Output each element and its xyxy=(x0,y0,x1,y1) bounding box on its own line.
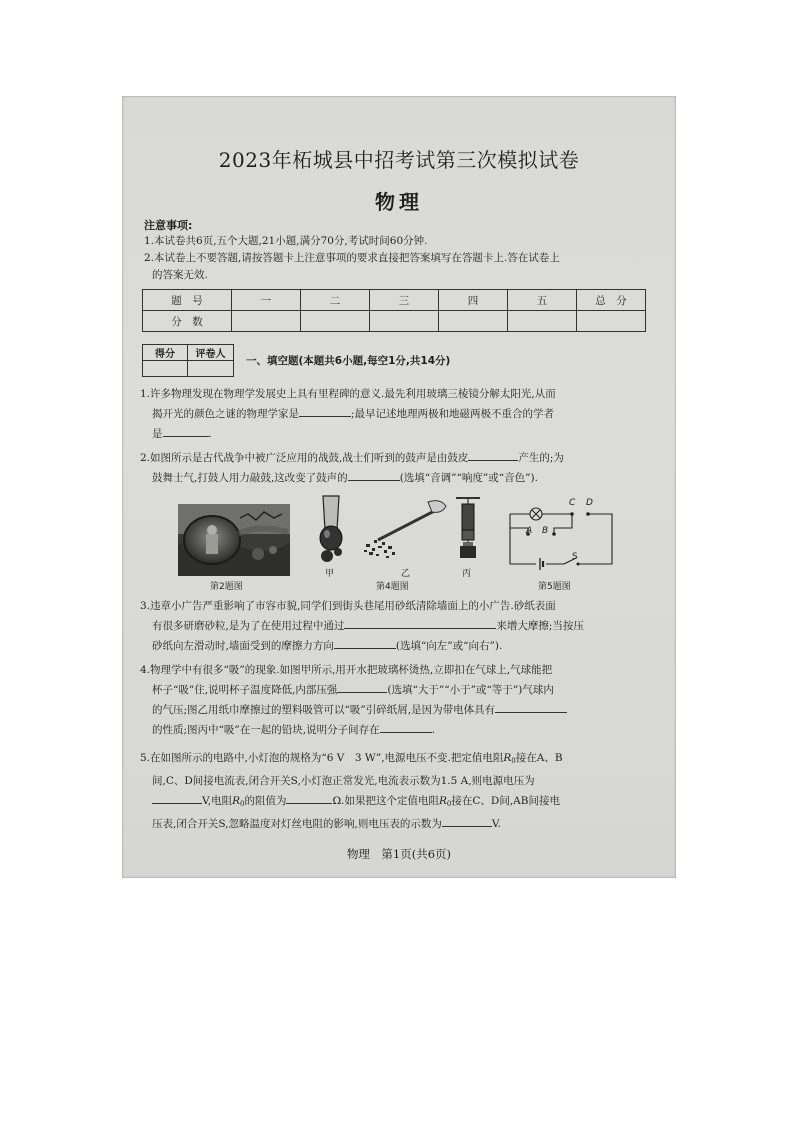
q2-line-2: 鼓舞士气,打鼓人用力敲鼓,这改变了鼓声的 (选填“音调”“响度”或“音色”). xyxy=(140,468,656,488)
q2-line-1: 2.如图所示是古代战争中被广泛应用的战鼓,战士们听到的鼓声是由鼓皮 产生的;为 xyxy=(140,448,656,468)
fig2-drum-photo xyxy=(178,504,290,576)
fig4-label-bing: 丙 xyxy=(462,569,472,579)
q1-line-1: 1.许多物理发现在物理学发展史上具有里程碑的意义.最先利用玻璃三棱镜分解太阳光,从而 xyxy=(140,388,556,400)
q3-line-2: 有很多研磨砂粒,是为了在使用过程中通过 来增大摩擦;当按压 xyxy=(140,616,656,636)
q3-line-1: 3.违章小广告严重影响了市容市貌,同学们到街头巷尾用砂纸清除墙面上的小广告.砂纸表面 xyxy=(140,600,556,612)
fig5-label-c: C xyxy=(569,498,576,508)
answer-blank xyxy=(348,468,400,481)
q5-line-1: 5.在如图所示的电路中,小灯泡的规格为“6 V 3 W”,电源电压不变.把定值电阻R0接在A、B xyxy=(140,752,563,765)
q1-line-3: 是 . xyxy=(140,424,656,444)
answer-blank xyxy=(495,700,567,713)
answer-blank xyxy=(380,720,432,733)
fig5-label-b: B xyxy=(542,526,549,536)
score-table-cell: 二 xyxy=(301,290,370,311)
fig5-circuit-diagram xyxy=(506,500,618,572)
fig5-label-d: D xyxy=(586,498,593,508)
page-footer: 物理 第1页(共6页) xyxy=(346,847,452,861)
exam-title: 2023年柘城县中招考试第三次模拟试卷 xyxy=(218,148,580,172)
score-entry-cell xyxy=(577,311,646,332)
exam-subject: 物理 xyxy=(375,190,423,214)
question-4 xyxy=(140,660,656,740)
score-table-cell: 分 数 xyxy=(143,311,232,332)
answer-blank xyxy=(344,616,496,629)
answer-blank xyxy=(337,680,387,693)
question-5 xyxy=(140,748,656,834)
fig5-caption: 第5题图 xyxy=(538,582,571,592)
answer-blank xyxy=(468,448,518,461)
answer-blank xyxy=(334,636,396,649)
score-table-cell: 题 号 xyxy=(143,290,232,311)
q5-line-4: 压表,闭合开关S,忽略温度对灯丝电阻的影响,则电压表的示数为 V. xyxy=(140,814,656,834)
score-table-cell: 总 分 xyxy=(577,290,646,311)
grader-score-cell xyxy=(143,361,188,377)
score-table-cell: 四 xyxy=(439,290,508,311)
notice-heading: 注意事项: xyxy=(144,219,193,232)
fig4-jia-cup-balloon xyxy=(308,494,354,566)
fig4-label-yi: 乙 xyxy=(401,569,411,579)
grader-score-label: 得分 xyxy=(143,345,188,361)
answer-blank xyxy=(152,791,202,804)
score-table-header-row xyxy=(143,290,646,311)
q4-line-4: 的性质;图丙中“吸”在一起的铅块,说明分子间存在 . xyxy=(140,720,656,740)
score-table-cell: 一 xyxy=(232,290,301,311)
question-2 xyxy=(140,448,656,488)
grader-name-cell xyxy=(188,361,234,377)
notice-item-2: 2.本试卷上不要答题,请按答题卡上注意事项的要求直接把答案填写在答题卡上.答在试卷上 xyxy=(144,252,560,264)
q4-line-2: 杯子“吸”住,说明杯子温度降低,内部压强 (选填“大于”“小于”或“等于”)气球内 xyxy=(140,680,656,700)
answer-blank xyxy=(163,424,209,437)
answer-blank xyxy=(299,404,351,417)
fig5-label-s: S xyxy=(572,552,578,562)
q5-line-3: V,电阻R0的阻值为 Ω.如果把这个定值电阻R0接在C、D间,AB间接电 xyxy=(140,791,656,814)
fig4-caption: 第4题图 xyxy=(376,582,409,592)
q1-line-2: 揭开光的颜色之谜的物理学家是 ;最早记述地理两极和地磁两极不重合的学者 xyxy=(140,404,656,424)
grader-name-label: 评卷人 xyxy=(188,345,234,361)
score-entry-cell xyxy=(370,311,439,332)
section-1-heading: 一、填空题(本题共6小题,每空1分,共14分) xyxy=(246,355,451,367)
grader-table xyxy=(142,344,234,377)
q5-line-2: 间,C、D间接电流表,闭合开关S,小灯泡正常发光,电流表示数为1.5 A,则电源电压为 xyxy=(152,775,535,787)
q4-line-1: 4.物理学中有很多“吸”的现象.如图甲所示,用开水把玻璃杯烫热,立即扣在气球上,气球能把 xyxy=(140,664,553,676)
notice-item-2-cont: 的答案无效. xyxy=(152,269,208,281)
score-entry-cell xyxy=(508,311,577,332)
score-table-score-row xyxy=(143,311,646,332)
fig2-caption: 第2题图 xyxy=(210,582,243,592)
question-1 xyxy=(140,384,656,444)
score-table-cell: 五 xyxy=(508,290,577,311)
fig4-bing-lead-blocks xyxy=(454,494,482,566)
q3-line-3: 砂纸向左滑动时,墙面受到的摩擦力方向 (选填“向左”或“向右”). xyxy=(140,636,656,656)
exam-page xyxy=(122,96,676,878)
answer-blank xyxy=(442,814,492,827)
fig5-label-a: A xyxy=(526,526,533,536)
fig4-yi-straw-paper xyxy=(358,496,450,562)
q4-line-3: 的气压;图乙用纸巾摩擦过的塑料吸管可以“吸”引碎纸屑,是因为带电体具有 xyxy=(140,700,656,720)
notice-item-1: 1.本试卷共6页,五个大题,21小题,满分70分,考试时间60分钟. xyxy=(144,235,428,247)
answer-blank xyxy=(286,791,332,804)
score-entry-cell xyxy=(232,311,301,332)
score-table xyxy=(142,289,646,332)
score-entry-cell xyxy=(439,311,508,332)
question-3 xyxy=(140,596,656,656)
score-entry-cell xyxy=(301,311,370,332)
fig4-label-jia: 甲 xyxy=(325,569,335,579)
score-table-cell: 三 xyxy=(370,290,439,311)
